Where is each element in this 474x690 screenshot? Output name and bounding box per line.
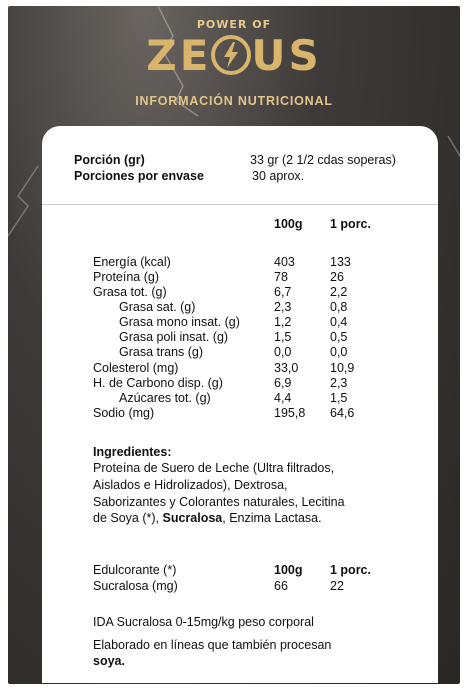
nutrient-label: Grasa tot. (g) — [93, 285, 167, 299]
col-header-100g: 100g — [274, 217, 303, 231]
panel-title: INFORMACIÓN NUTRICIONAL — [135, 94, 333, 108]
serving-info-card — [42, 126, 438, 204]
nutrient-value-100g: 1,5 — [274, 330, 292, 344]
nutrient-label: Sodio (mg) — [93, 406, 155, 420]
servings-per-container-value: 30 aprox. — [252, 169, 305, 183]
sucralose-100g: 66 — [274, 579, 288, 593]
nutrient-value-100g: 78 — [274, 270, 288, 284]
nutrient-value-100g: 195,8 — [274, 406, 306, 420]
nutrient-value-100g: 4,4 — [274, 391, 292, 405]
ingredients-line — [93, 511, 322, 525]
nutrient-label: Grasa mono insat. (g) — [119, 315, 240, 329]
sucralose-portion: 22 — [330, 579, 344, 593]
nutrient-value-portion: 64,6 — [330, 406, 355, 420]
nutrient-label: H. de Carbono disp. (g) — [93, 376, 223, 390]
nutrient-label: Colesterol (mg) — [93, 361, 179, 375]
nutrient-value-portion: 10,9 — [330, 361, 355, 375]
ingredients-text: de Soya (*), — [93, 511, 163, 525]
nutrition-facts-card — [42, 204, 438, 683]
servings-per-container-label: Porciones por envase — [74, 169, 204, 183]
brand-logo-right: US — [251, 31, 322, 80]
brand-logo — [8, 32, 460, 80]
nutrient-value-portion: 0,4 — [330, 315, 348, 329]
brand-logo-left: ZE — [146, 31, 212, 80]
sweetener-col-portion: 1 porc. — [330, 563, 371, 577]
col-header-portion: 1 porc. — [330, 217, 371, 231]
ingredients-title: Ingredientes: — [93, 445, 172, 459]
ingredients-line: Saborizantes y Colorantes naturales, Lecitina — [93, 495, 345, 509]
sweetener-col-100g: 100g — [274, 563, 303, 577]
nutrient-value-100g: 0,0 — [274, 345, 292, 359]
sweetener-label: Edulcorante (*) — [93, 563, 177, 577]
nutrient-value-100g: 6,7 — [274, 285, 292, 299]
label-background — [8, 6, 460, 684]
sucralose-label: Sucralosa (mg) — [93, 579, 178, 593]
nutrient-label: Grasa trans (g) — [119, 345, 204, 359]
brand-tagline: POWER OF — [196, 18, 272, 31]
nutrient-value-portion: 26 — [330, 270, 344, 284]
allergen-note: Elaborado en líneas que también procesan — [93, 638, 332, 652]
nutrient-value-100g: 6,9 — [274, 376, 292, 390]
nutrient-value-portion: 2,3 — [330, 376, 348, 390]
nutrient-label: Grasa poli insat. (g) — [119, 330, 229, 344]
nutrient-value-portion: 133 — [330, 255, 351, 269]
nutrient-value-portion: 0,0 — [330, 345, 348, 359]
nutrient-value-portion: 1,5 — [330, 391, 348, 405]
nutrient-value-100g: 403 — [274, 255, 295, 269]
bolt-circle-icon — [211, 35, 251, 75]
nutrient-value-100g: 1,2 — [274, 315, 292, 329]
ingredients-highlight: Sucralosa — [162, 511, 223, 525]
allergen-note-bold: soya. — [93, 654, 125, 668]
nutrient-label: Grasa sat. (g) — [119, 300, 196, 314]
ingredients-text: , Enzima Lactasa. — [222, 511, 322, 525]
ingredients-line: Proteína de Suero de Leche (Ultra filtrados, — [93, 461, 335, 475]
nutrient-value-portion: 0,8 — [330, 300, 348, 314]
nutrient-value-100g: 2,3 — [274, 300, 292, 314]
serving-size-label: Porción (gr) — [74, 153, 145, 167]
nutrient-label: Azúcares tot. (g) — [119, 391, 211, 405]
ingredients-line: Aislados e Hidrolizados), Dextrosa, — [93, 478, 288, 492]
nutrient-value-100g: 33,0 — [274, 361, 299, 375]
nutrient-label: Proteína (g) — [93, 270, 160, 284]
serving-size-value: 33 gr (2 1/2 cdas soperas) — [250, 153, 396, 167]
nutrient-value-portion: 0,5 — [330, 330, 348, 344]
ida-note: IDA Sucralosa 0-15mg/kg peso corporal — [93, 615, 314, 629]
nutrient-label: Energía (kcal) — [93, 255, 171, 269]
nutrient-value-portion: 2,2 — [330, 285, 348, 299]
